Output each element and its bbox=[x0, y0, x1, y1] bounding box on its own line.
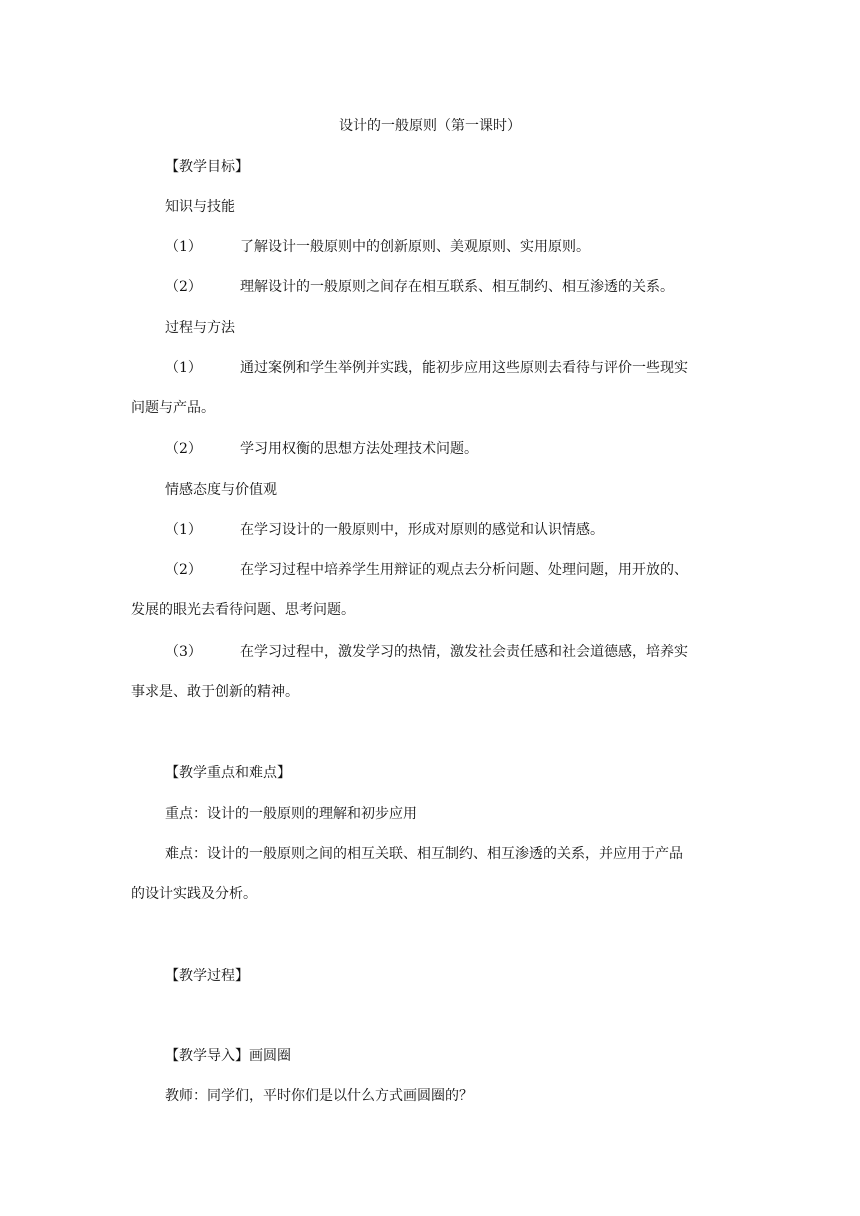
knowledge-heading: 知识与技能 bbox=[165, 199, 235, 215]
emotion-heading: 情感态度与价值观 bbox=[165, 482, 277, 498]
key-points-heading: 【教学重点和难点】 bbox=[165, 765, 291, 781]
objective-text: 学习用权衡的思想方法处理技术问题。 bbox=[240, 441, 478, 457]
objective-text: 在学习设计的一般原则中，形成对原则的感觉和认识情感。 bbox=[240, 522, 604, 538]
item-number: （2） bbox=[165, 441, 202, 457]
item-number: （1） bbox=[165, 239, 202, 255]
difficulty-text: 难点：设计的一般原则之间的相互关联、相互制约、相互渗透的关系，并应用于产品 bbox=[165, 846, 683, 862]
item-number: （2） bbox=[165, 279, 202, 295]
objective-text: 在学习过程中，激发学习的热情，激发社会责任感和社会道德感，培养实 bbox=[240, 644, 688, 660]
document-title: 设计的一般原则（第一课时） bbox=[339, 118, 521, 134]
teacher-question: 教师：同学们，平时你们是以什么方式画圆圈的？ bbox=[165, 1088, 473, 1104]
objectives-heading: 【教学目标】 bbox=[165, 159, 249, 175]
objective-text-continued: 问题与产品。 bbox=[131, 400, 215, 416]
objective-text: 理解设计的一般原则之间存在相互联系、相互制约、相互渗透的关系。 bbox=[240, 279, 674, 295]
objective-text-continued: 发展的眼光去看待问题、思考问题。 bbox=[131, 602, 355, 618]
item-number: （2） bbox=[165, 562, 202, 578]
item-number: （1） bbox=[165, 522, 202, 538]
objective-text: 了解设计一般原则中的创新原则、美观原则、实用原则。 bbox=[240, 239, 590, 255]
teaching-process-heading: 【教学过程】 bbox=[165, 968, 249, 984]
objective-text-continued: 事求是、敢于创新的精神。 bbox=[131, 684, 299, 700]
objective-text: 通过案例和学生举例并实践，能初步应用这些原则去看待与评价一些现实 bbox=[240, 360, 688, 376]
difficulty-text-continued: 的设计实践及分析。 bbox=[131, 886, 257, 902]
focus-text: 重点：设计的一般原则的理解和初步应用 bbox=[165, 806, 417, 822]
item-number: （3） bbox=[165, 644, 202, 660]
objective-text: 在学习过程中培养学生用辩证的观点去分析问题、处理问题，用开放的、 bbox=[240, 562, 688, 578]
intro-heading: 【教学导入】画圆圈 bbox=[165, 1048, 291, 1064]
item-number: （1） bbox=[165, 360, 202, 376]
process-method-heading: 过程与方法 bbox=[165, 320, 235, 336]
